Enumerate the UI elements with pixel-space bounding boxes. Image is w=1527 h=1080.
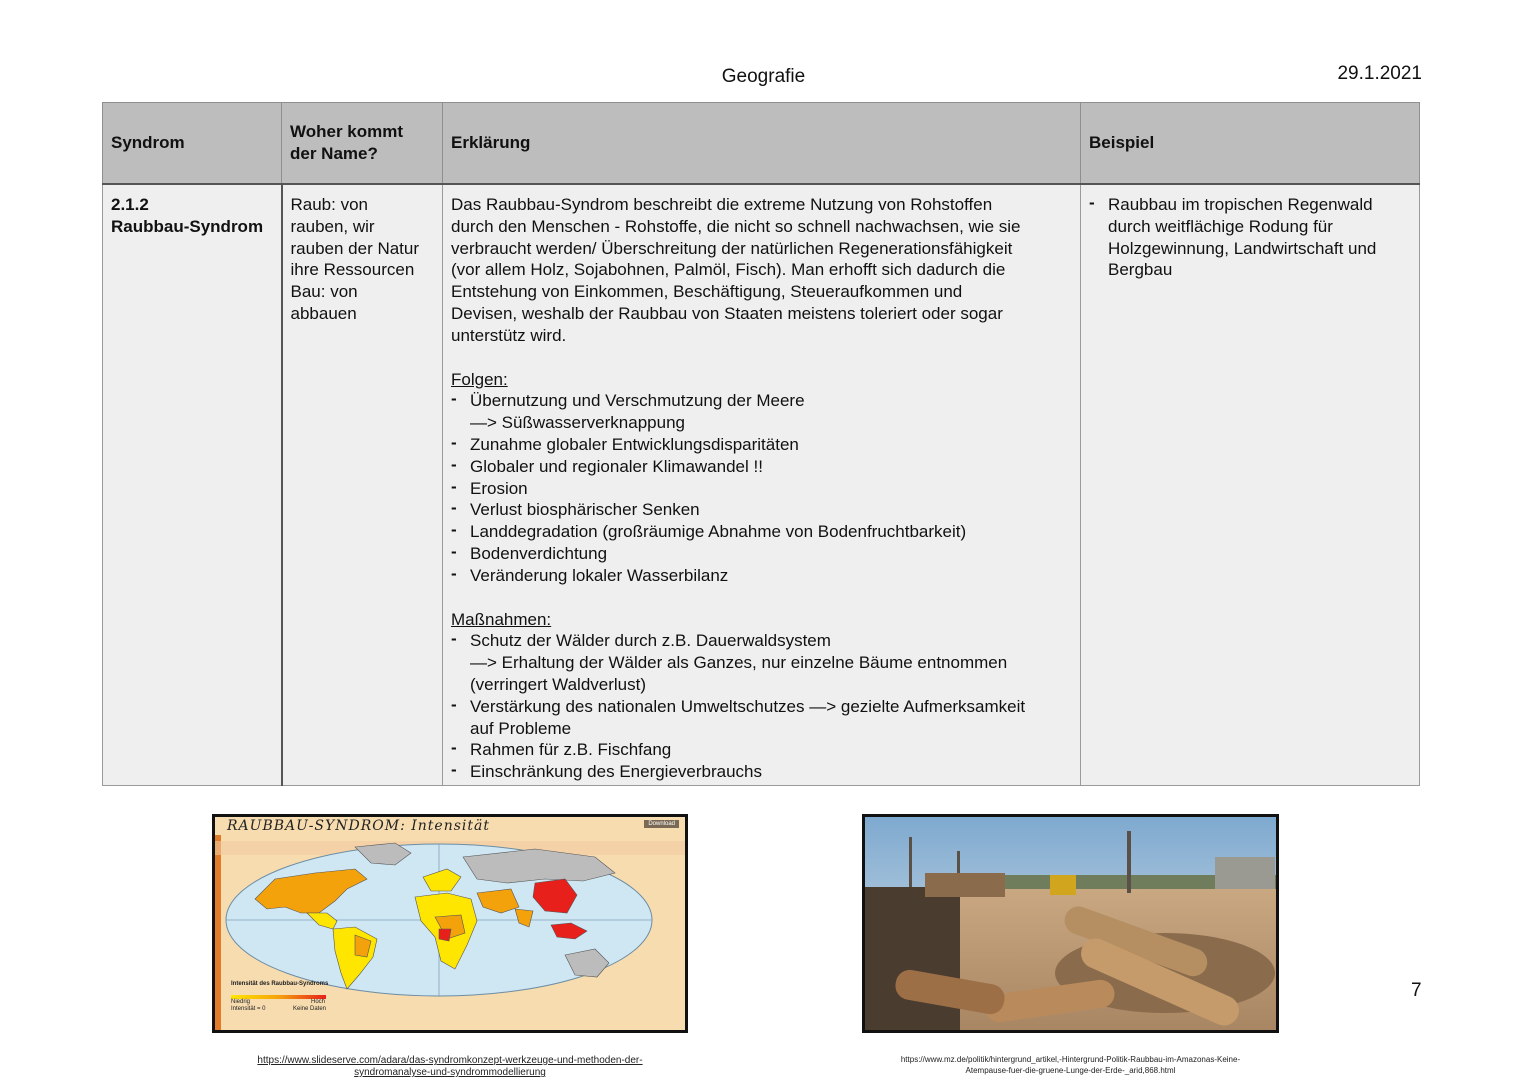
map-source-line[interactable]: syndromanalyse-und-syndrommodellierung bbox=[354, 1067, 546, 1078]
name-origin-line: rauben, wir bbox=[290, 216, 375, 236]
list-item-text: - Übernutzung und Verschmutzung der Meere bbox=[470, 391, 805, 411]
syndrom-cell bbox=[103, 184, 282, 786]
photo-source-line: Atempause-fuer-die-gruene-Lunge-der-Erde-_arid,868.html bbox=[965, 1066, 1176, 1075]
table-header-row bbox=[103, 103, 1420, 185]
explanation-line: unterstütz wird. bbox=[451, 325, 567, 345]
list-item: - Veränderung lokaler Wasserbilanz bbox=[451, 565, 1072, 587]
list-item bbox=[451, 696, 1072, 740]
syndrom-name: Raubbau-Syndrom bbox=[111, 216, 264, 236]
deforestation-photo-graphic bbox=[865, 817, 1276, 1030]
list-item-text: —> Süßwasserverknappung bbox=[470, 413, 685, 433]
list-item: - Bodenverdichtung bbox=[451, 543, 1072, 565]
table-row bbox=[103, 184, 1420, 786]
example-list bbox=[1089, 194, 1411, 281]
list-item bbox=[451, 630, 1072, 695]
list-item-text: (verringert Waldverlust) bbox=[470, 674, 647, 694]
header-syndrom: Syndrom bbox=[103, 103, 282, 185]
photo-source-line: https://www.mz.de/politik/hintergrund_artikel,-Hintergrund-Politik-Raubbau-im-Amazonas-Keine- bbox=[900, 1055, 1241, 1064]
measures-list bbox=[451, 630, 1072, 783]
list-item-text: - Verstärkung des nationalen Umweltschutzes —> gezielte Aufmerksamkeit bbox=[470, 696, 1026, 716]
list-item-text: Holzgewinnung, Landwirtschaft und bbox=[1108, 238, 1377, 258]
list-item-text: durch weitflächige Rodung für bbox=[1108, 216, 1333, 236]
map-legend-high: Hoch bbox=[311, 999, 326, 1005]
name-origin-line: Bau: von bbox=[290, 282, 358, 302]
map-legend-title: Intensität des Raubbau-Syndroms bbox=[231, 981, 329, 987]
world-map-image bbox=[212, 814, 688, 1033]
name-origin-line: abbauen bbox=[290, 303, 357, 323]
list-item: - Landdegradation (großräumige Abnahme von Bodenfruchtbarkeit) bbox=[451, 521, 1072, 543]
list-item bbox=[1089, 194, 1411, 281]
explanation-line: Das Raubbau-Syndrom beschreibt die extreme Nutzung von Rohstoffen bbox=[451, 195, 993, 214]
header-explanation: Erklärung bbox=[443, 103, 1081, 185]
deforestation-photo bbox=[862, 814, 1279, 1033]
example-cell bbox=[1081, 184, 1420, 786]
map-legend-nodata: Keine Daten bbox=[293, 1006, 327, 1012]
map-download-label: Download bbox=[644, 820, 679, 828]
list-item-text: Bergbau bbox=[1108, 260, 1173, 280]
list-item: - Erosion bbox=[451, 478, 1072, 500]
list-item: - Zunahme globaler Entwicklungsdisparitäten bbox=[451, 434, 1072, 456]
document-date: 29.1.2021 bbox=[1337, 63, 1422, 84]
measures-heading: Maßnahmen: bbox=[451, 609, 552, 629]
list-item bbox=[451, 390, 1072, 434]
list-item: - Globaler und regionaler Klimawandel !! bbox=[451, 456, 1072, 478]
name-origin-cell bbox=[282, 184, 443, 786]
explanation-line: Devisen, weshalb der Raubbau von Staaten meistens toleriert oder sogar bbox=[451, 303, 1003, 323]
name-origin-line: Raub: von bbox=[290, 195, 368, 214]
explanation-line: (vor allem Holz, Sojabohnen, Palmöl, Fisch). Man erhofft sich dadurch die bbox=[451, 260, 1006, 280]
map-legend-zero: Intensität = 0 bbox=[231, 1006, 266, 1012]
list-item: - Einschränkung des Energieverbrauchs bbox=[451, 761, 1072, 783]
syndrom-number: 2.1.2 bbox=[111, 195, 149, 214]
explanation-line: verbraucht werden/ Überschreitung der natürlichen Regenerationsfähigkeit bbox=[451, 238, 1013, 258]
explanation-cell bbox=[443, 184, 1081, 786]
map-legend-low: Niedrig bbox=[231, 999, 251, 1005]
list-item: - Rahmen für z.B. Fischfang bbox=[451, 739, 1072, 761]
list-item: - Verlust biosphärischer Senken bbox=[451, 499, 1072, 521]
list-item-text: - Schutz der Wälder durch z.B. Dauerwaldsystem bbox=[470, 631, 831, 651]
page-number: 7 bbox=[1411, 980, 1422, 1001]
photo-source-link bbox=[862, 1054, 1279, 1076]
consequences-heading: Folgen: bbox=[451, 369, 508, 389]
header-name-origin: Woher kommt der Name? bbox=[282, 103, 443, 185]
name-origin-line: rauben der Natur bbox=[290, 238, 420, 258]
consequences-list bbox=[451, 390, 1072, 586]
header-example: Beispiel bbox=[1081, 103, 1420, 185]
explanation-line: durch den Menschen - Rohstoffe, die nicht so schnell nachwachsen, wie sie bbox=[451, 216, 1021, 236]
syndrome-table bbox=[102, 102, 1420, 786]
explanation-line: Entstehung von Einkommen, Beschäftigung, Steueraufkommen und bbox=[451, 282, 963, 302]
map-source-link[interactable] bbox=[212, 1055, 688, 1079]
map-source-line[interactable]: https://www.slideserve.com/adara/das-syndromkonzept-werkzeuge-und-methoden-der- bbox=[257, 1055, 643, 1066]
name-origin-line: ihre Ressourcen bbox=[290, 260, 415, 280]
subject-title: Geografie bbox=[721, 66, 806, 87]
map-title: RAUBBAU-SYNDROM: Intensität bbox=[227, 818, 490, 834]
list-item-text: —> Erhaltung der Wälder als Ganzes, nur einzelne Bäume entnommen bbox=[470, 653, 1008, 673]
list-item-text: auf Probleme bbox=[470, 718, 572, 738]
list-item-text: - Raubbau im tropischen Regenwald bbox=[1108, 195, 1373, 214]
explanation-paragraph bbox=[451, 194, 1072, 347]
